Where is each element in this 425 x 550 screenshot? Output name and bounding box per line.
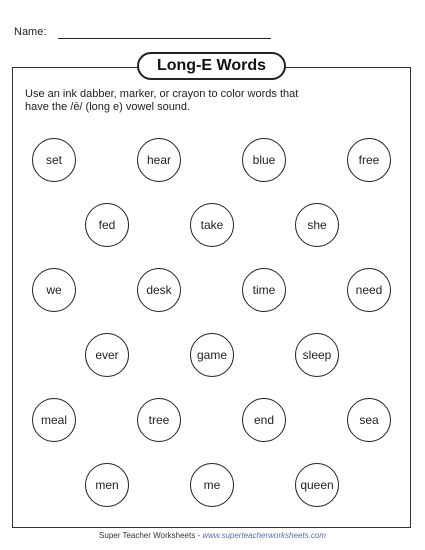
footer bbox=[0, 531, 425, 540]
name-label: Name: bbox=[14, 26, 47, 38]
instructions bbox=[25, 88, 385, 114]
word-bubble[interactable]: fed bbox=[85, 203, 129, 247]
word-bubble[interactable]: she bbox=[295, 203, 339, 247]
word-bubble[interactable]: men bbox=[85, 463, 129, 507]
name-line[interactable] bbox=[58, 38, 271, 39]
word-bubble[interactable]: game bbox=[190, 333, 234, 377]
word-bubble[interactable]: set bbox=[32, 138, 76, 182]
word-bubble[interactable]: tree bbox=[137, 398, 181, 442]
word-bubble[interactable]: desk bbox=[137, 268, 181, 312]
word-bubble[interactable]: ever bbox=[85, 333, 129, 377]
word-bubble[interactable]: sea bbox=[347, 398, 391, 442]
word-bubble[interactable]: time bbox=[242, 268, 286, 312]
word-bubble[interactable]: free bbox=[347, 138, 391, 182]
word-bubble[interactable]: need bbox=[347, 268, 391, 312]
word-bubble[interactable]: sleep bbox=[295, 333, 339, 377]
word-bubble[interactable]: me bbox=[190, 463, 234, 507]
instructions-line-1: Use an ink dabber, marker, or crayon to color words that bbox=[25, 88, 299, 100]
word-bubble[interactable]: we bbox=[32, 268, 76, 312]
word-bubble[interactable]: hear bbox=[137, 138, 181, 182]
word-bubble[interactable]: queen bbox=[295, 463, 339, 507]
word-bubble[interactable]: meal bbox=[32, 398, 76, 442]
word-bubble[interactable]: blue bbox=[242, 138, 286, 182]
footer-url-link[interactable]: www.superteacherworksheets.com bbox=[202, 531, 326, 540]
word-bubble[interactable]: take bbox=[190, 203, 234, 247]
footer-brand: Super Teacher Worksheets bbox=[99, 531, 196, 540]
footer-separator: - bbox=[195, 531, 203, 540]
worksheet-title: Long-E Words bbox=[137, 52, 286, 80]
instructions-line-2: have the /ē/ (long e) vowel sound. bbox=[25, 101, 191, 113]
word-bubble[interactable]: end bbox=[242, 398, 286, 442]
